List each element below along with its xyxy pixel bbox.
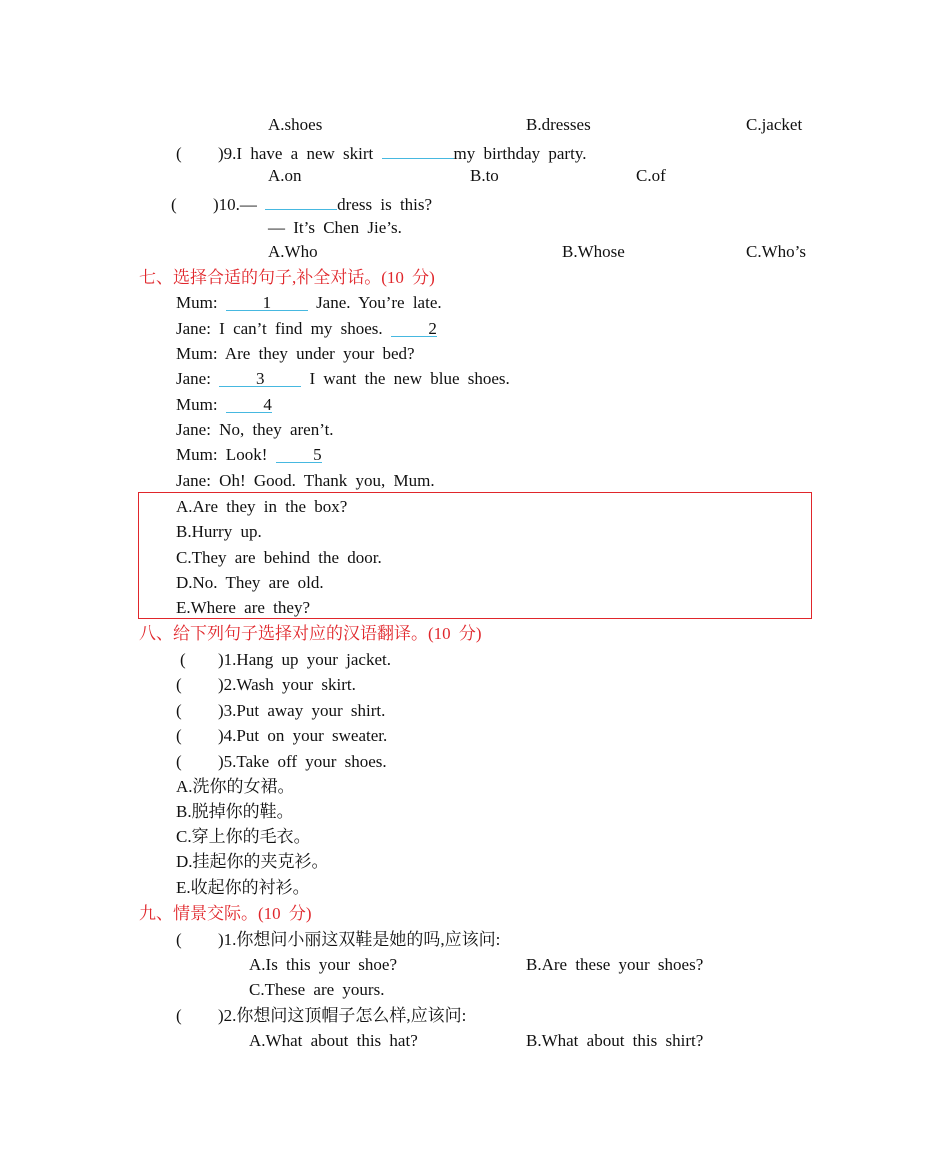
translate-item-5 (176, 752, 387, 772)
paren-close: ) (218, 650, 224, 669)
q10-line (171, 192, 432, 215)
dialog-line-8: Jane: Oh! Good. Thank you, Mum. (176, 471, 435, 490)
q10-option-b: B.Whose (562, 242, 625, 261)
translation-option-e: E.收起你的衬衫。 (176, 878, 310, 897)
dialog-line-2 (176, 319, 437, 339)
answer-paren[interactable]: ( (171, 195, 177, 214)
section7-heading: 七、选择合适的句子,补全对话。(10 分) (139, 268, 435, 287)
q8-option-c: C.jacket (746, 115, 803, 134)
translate-item-2 (176, 675, 356, 695)
q10-answer: — It’s Chen Jie’s. (268, 218, 402, 237)
q9-option-c: C.of (636, 166, 666, 185)
section9-heading: 九、情景交际。(10 分) (139, 904, 312, 923)
item-text: 5.Take off your shoes. (223, 752, 387, 771)
q10-option-c: C.Who’s (746, 242, 806, 261)
question-text: 1.你想问小丽这双鞋是她的吗,应该问: (223, 930, 501, 949)
q9-option-a: A.on (268, 166, 302, 185)
answer-paren[interactable]: ( (176, 752, 182, 771)
answer-paren[interactable]: ( (176, 726, 182, 745)
option-d: D.No. They are old. (176, 573, 324, 592)
item-text: 3.Put away your shirt. (223, 701, 386, 720)
paren-close: ) (218, 726, 224, 745)
q1-option-c: C.These are yours. (249, 980, 385, 999)
q2-option-b: B.What about this shirt? (526, 1031, 704, 1050)
answer-paren[interactable]: ( (176, 701, 182, 720)
q9-blank[interactable] (382, 141, 454, 159)
dialog-blank-3[interactable]: 3 (219, 369, 301, 387)
q8-option-b: B.dresses (526, 115, 591, 134)
dialog-blank-2[interactable]: 2 (391, 319, 437, 337)
dialog-text: Jane: I can’t find my shoes. (176, 319, 383, 338)
dialog-line-7 (176, 445, 322, 465)
translate-item-4 (176, 726, 387, 746)
q10-blank[interactable] (265, 192, 337, 210)
q9-text-before: 9.I have a new skirt (223, 144, 374, 163)
situation-q1 (176, 930, 500, 950)
paren-close: ) (218, 675, 224, 694)
q8-option-a: A.shoes (268, 115, 323, 134)
translation-option-d: D.挂起你的夹克衫。 (176, 852, 329, 871)
q9-line (176, 141, 586, 164)
q9-option-b: B.to (470, 166, 499, 185)
answer-paren[interactable]: ( (176, 675, 182, 694)
dialog-line-3: Mum: Are they under your bed? (176, 344, 415, 363)
paren-close: ) (218, 752, 224, 771)
translate-item-1 (180, 650, 391, 670)
q10-text-before: 10.— (218, 195, 257, 214)
option-b: B.Hurry up. (176, 522, 262, 541)
answer-paren[interactable]: ( (176, 1006, 182, 1025)
translation-option-c: C.穿上你的毛衣。 (176, 827, 311, 846)
dialog-blank-1[interactable]: 1 (226, 293, 308, 311)
paren-close: ) (213, 195, 219, 214)
answer-paren[interactable]: ( (180, 650, 186, 669)
dialog-blank-5[interactable]: 5 (276, 445, 322, 463)
dialog-text: Jane. You’re late. (316, 293, 442, 312)
translation-option-a: A.洗你的女裙。 (176, 777, 295, 796)
dialog-text: I want the new blue shoes. (309, 369, 510, 388)
dialog-text: Mum: Look! (176, 445, 268, 464)
paren-close: ) (218, 930, 224, 949)
option-e: E.Where are they? (176, 598, 310, 617)
item-text: 1.Hang up your jacket. (223, 650, 391, 669)
translation-option-b: B.脱掉你的鞋。 (176, 802, 294, 821)
situation-q2 (176, 1006, 466, 1026)
answer-paren[interactable]: ( (176, 144, 182, 163)
item-text: 2.Wash your skirt. (223, 675, 356, 694)
dialog-text: Mum: (176, 293, 218, 312)
section8-heading: 八、给下列句子选择对应的汉语翻译。(10 分) (139, 624, 482, 643)
q1-option-b: B.Are these your shoes? (526, 955, 704, 974)
dialog-line-4 (176, 369, 510, 389)
q10-option-a: A.Who (268, 242, 318, 261)
paren-close: ) (218, 701, 224, 720)
item-text: 4.Put on your sweater. (223, 726, 388, 745)
option-a: A.Are they in the box? (176, 497, 348, 516)
dialog-line-1 (176, 293, 442, 313)
paren-close: ) (218, 144, 224, 163)
translate-item-3 (176, 701, 385, 721)
dialog-line-5 (176, 395, 272, 415)
q10-text-after: dress is this? (337, 195, 433, 214)
dialog-blank-4[interactable]: 4 (226, 395, 272, 413)
dialog-line-6: Jane: No, they aren’t. (176, 420, 334, 439)
q2-option-a: A.What about this hat? (249, 1031, 418, 1050)
dialog-text: Jane: (176, 369, 211, 388)
paren-close: ) (218, 1006, 224, 1025)
q1-option-a: A.Is this your shoe? (249, 955, 397, 974)
dialog-text: Mum: (176, 395, 218, 414)
answer-paren[interactable]: ( (176, 930, 182, 949)
question-text: 2.你想问这顶帽子怎么样,应该问: (223, 1006, 467, 1025)
option-c: C.They are behind the door. (176, 548, 382, 567)
q9-text-after: my birthday party. (453, 144, 587, 163)
